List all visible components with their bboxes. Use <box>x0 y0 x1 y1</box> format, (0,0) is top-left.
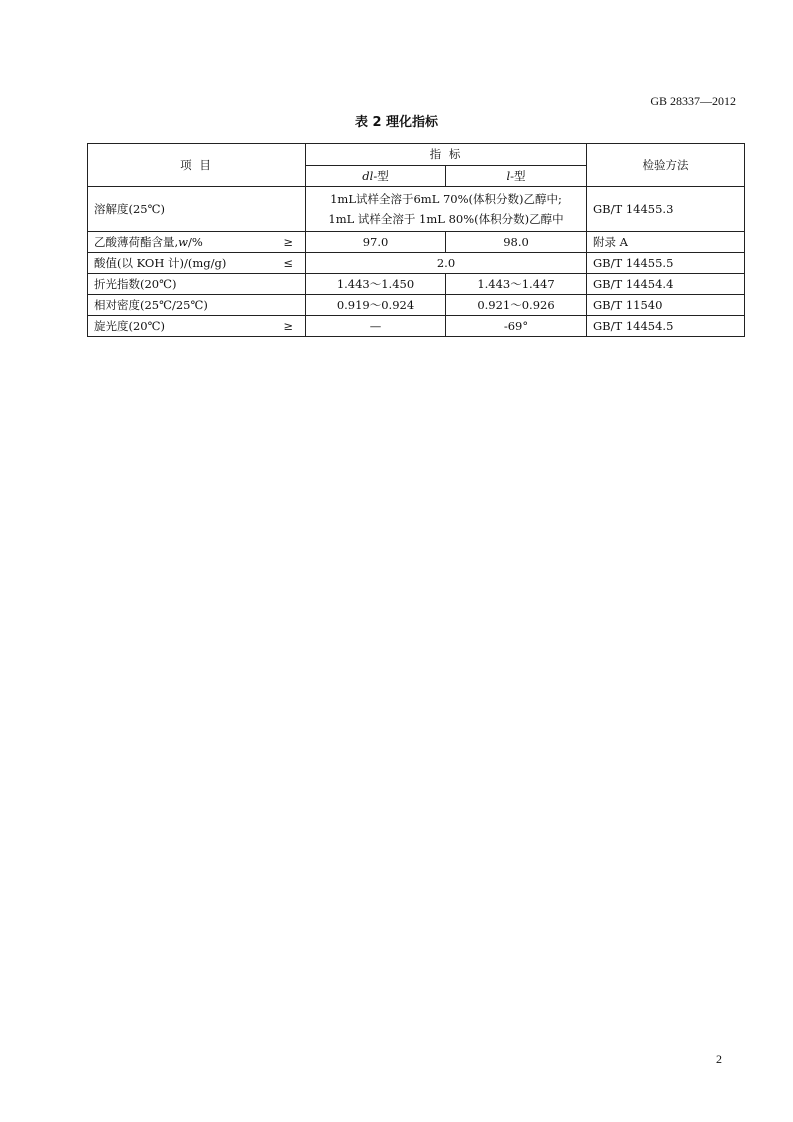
row-l-value: -69° <box>446 316 587 337</box>
row-l-value: 0.921～0.926 <box>446 295 587 316</box>
header-l-type: l-型 <box>446 165 587 187</box>
table-row <box>88 232 745 253</box>
row-dl-value: — <box>306 316 446 337</box>
table-title: 表 2 理化指标 <box>354 115 439 130</box>
row-merged-value: 1mL试样全溶于6mL 70%(体积分数)乙醇中; 1mL 试样全溶于 1mL 80%(体积分数)乙醇中 <box>306 187 587 232</box>
row-method: GB/T 14455.5 <box>587 253 745 274</box>
row-dl-value: 97.0 <box>306 232 446 253</box>
table-header-row <box>88 144 745 166</box>
row-dl-value: 0.919～0.924 <box>306 295 446 316</box>
row-item: 折光指数(20℃) <box>88 274 306 295</box>
row-operator: ≥ <box>283 319 293 333</box>
table-row <box>88 187 745 232</box>
header-index: 指 标 <box>306 144 587 166</box>
row-method: GB/T 11540 <box>587 295 745 316</box>
table-row <box>88 295 745 316</box>
row-operator: ≤ <box>283 256 293 270</box>
header-dl-type: dl-型 <box>306 165 446 187</box>
row-method: 附录 A <box>587 232 745 253</box>
row-item: 相对密度(25℃/25℃) <box>88 295 306 316</box>
row-dl-value: 1.443～1.450 <box>306 274 446 295</box>
page-number: 2 <box>716 1052 722 1066</box>
row-method: GB/T 14454.5 <box>587 316 745 337</box>
physicochemical-index-table <box>87 143 745 337</box>
header-method: 检验方法 <box>587 144 745 187</box>
row-item: 溶解度(25℃) <box>88 187 306 232</box>
row-l-value: 1.443～1.447 <box>446 274 587 295</box>
table-row <box>88 274 745 295</box>
row-method: GB/T 14455.3 <box>587 187 745 232</box>
table-row <box>88 253 745 274</box>
table-row <box>88 316 745 337</box>
row-operator: ≥ <box>283 235 293 249</box>
row-item: 酸值(以 KOH 计)/(mg/g) ≤ <box>88 253 306 274</box>
row-method: GB/T 14454.4 <box>587 274 745 295</box>
row-l-value: 98.0 <box>446 232 587 253</box>
header-item: 项 目 <box>88 144 306 187</box>
row-item: 乙酸薄荷酯含量,w/% ≥ <box>88 232 306 253</box>
row-item: 旋光度(20℃) ≥ <box>88 316 306 337</box>
row-merged-value: 2.0 <box>306 253 587 274</box>
standard-code: GB 28337—2012 <box>650 94 736 108</box>
